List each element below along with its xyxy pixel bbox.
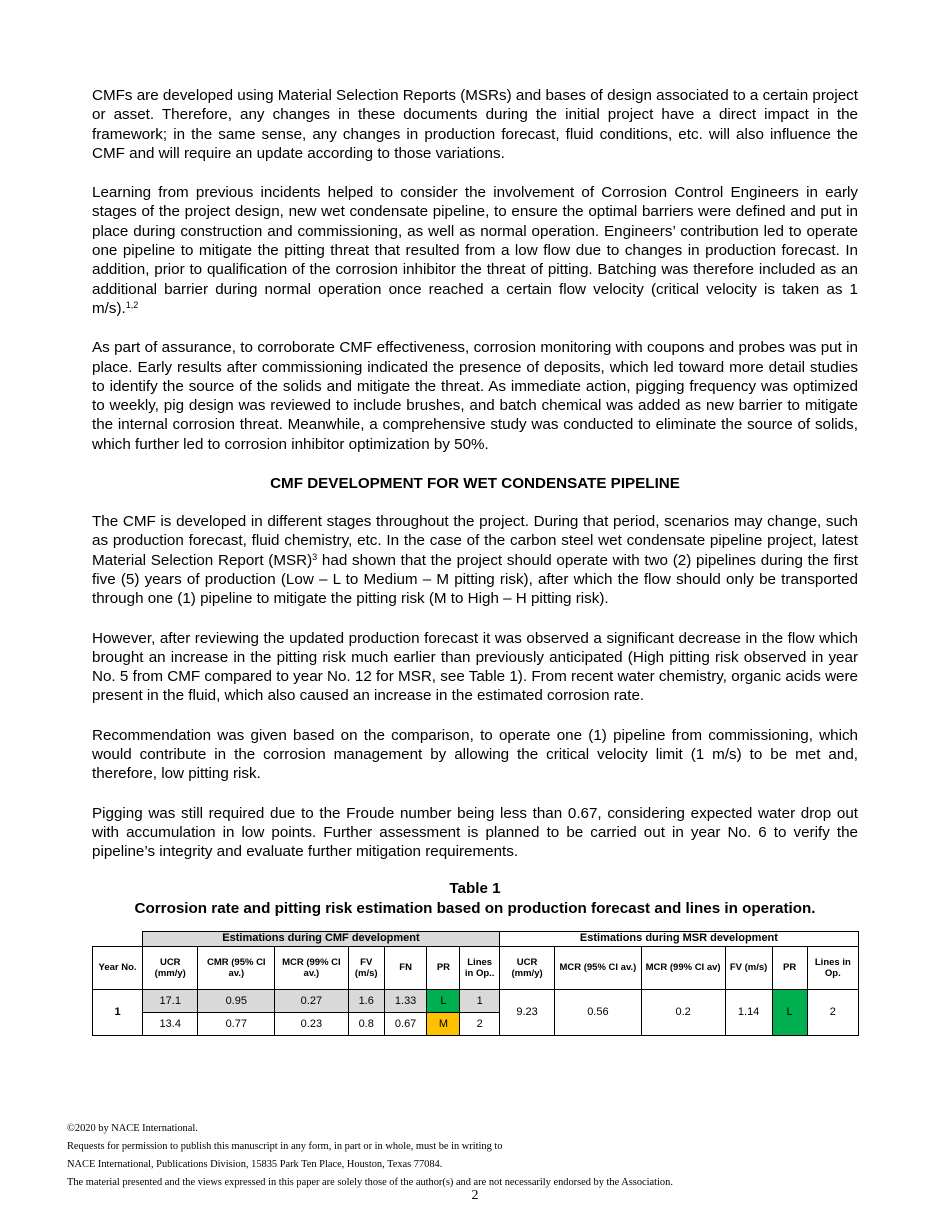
cell-cmf-cmr95: 0.95 bbox=[198, 989, 275, 1012]
header-year: Year No. bbox=[93, 946, 143, 989]
header-cmf-fn: FN bbox=[384, 946, 427, 989]
cell-msr-pr-low: L bbox=[772, 989, 807, 1035]
cell-cmf-fv: 1.6 bbox=[348, 989, 384, 1012]
cell-year: 1 bbox=[93, 989, 143, 1035]
cell-cmf-cmr95: 0.77 bbox=[198, 1012, 275, 1035]
paragraph-cmf-stages: The CMF is developed in different stages throughout the project. During that period, scenarios may change, such as production forecast, fluid chemistry, etc. In the case of the carbon steel wet condensate pipeline project, latest Material Selection Report (MSR)$^3$ had shown that the project should operate with two (2) pipelines during the first five (5) years of production (Low – L to Medium – M pitting risk), after which the flow should only be transported through one (1) pipeline to mitigate the pitting risk (M to High – H pitting risk). bbox=[92, 513, 859, 608]
table-group-header-row bbox=[93, 931, 859, 946]
footer-copyright: ©2020 by NACE International. bbox=[67, 1123, 198, 1134]
paragraph-forecast-review: However, after reviewing the updated production forecast it was observed a significant decrease in the flow which brought an increase in the pitting risk much earlier than previously anticipated (High pitting risk observed in year No. 5 from CMF compared to year No. 12 for MSR, see Table 1). From recent water chemistry, organic acids were present in the fluid, which also caused an increase in the estimated corrosion rate. bbox=[92, 629, 858, 705]
table-row bbox=[93, 989, 859, 1012]
table-column-header-row bbox=[93, 946, 859, 989]
page-number: 2 bbox=[471, 1188, 479, 1203]
paragraph-pigging: Pigging was still required due to the Froude number being less than 0.67, considering expected water drop out with accumulation in low points. Further assessment is planned to be carried out in year No. 6 to verify the pipeline’s integrity and evaluate further mitigation requirements. bbox=[92, 804, 858, 861]
header-msr-mcr95: MCR (95% CI av.) bbox=[555, 946, 641, 989]
group-header-cmf: Estimations during CMF development bbox=[143, 931, 500, 946]
citation-superscript: 3 bbox=[312, 551, 318, 562]
cell-msr-fv: 1.14 bbox=[725, 989, 772, 1035]
header-cmf-mcr99: MCR (99% CI av.) bbox=[275, 946, 348, 989]
cell-cmf-fn: 0.67 bbox=[384, 1012, 427, 1035]
cell-cmf-pr-low: L bbox=[427, 989, 460, 1012]
paragraph-cmf-msr: CMFs are developed using Material Selection Reports (MSRs) and bases of design associated to a certain project or asset. Therefore, any changes in these documents during the initial project have a direct impact in the framework; in the same sense, any changes in production forecast, fluid conditions, etc. will also influence the CMF and will require an update according to those variations. bbox=[92, 87, 858, 162]
header-cmf-ucr: UCR (mm/y) bbox=[143, 946, 198, 989]
header-msr-lines: Lines in Op. bbox=[807, 946, 858, 989]
cell-cmf-mcr99: 0.27 bbox=[275, 989, 348, 1012]
corrosion-risk-table bbox=[92, 931, 859, 1036]
document-body bbox=[92, 86, 858, 1036]
cell-msr-mcr95: 0.56 bbox=[555, 989, 641, 1035]
header-cmf-fv: FV (m/s) bbox=[348, 946, 384, 989]
table-caption: Corrosion rate and pitting risk estimation based on production forecast and lines in operation. bbox=[134, 899, 816, 917]
footer-disclaimer: The material presented and the views expressed in this paper are solely those of the author(s) and are not necessarily endorsed by the Association. bbox=[67, 1177, 673, 1188]
cell-msr-ucr: 9.23 bbox=[499, 989, 554, 1035]
header-msr-pr: PR bbox=[772, 946, 807, 989]
header-msr-ucr: UCR (mm/y) bbox=[499, 946, 554, 989]
group-header-msr: Estimations during MSR development bbox=[499, 931, 858, 946]
cell-cmf-mcr99: 0.23 bbox=[275, 1012, 348, 1035]
paragraph-learning: Learning from previous incidents helped to consider the involvement of Corrosion Control Engineers in early stages of the project design, new wet condensate pipeline, to ensure the optimal barriers were defined and put in place during construction and commissioning, as well as normal operation. Engineers’ contribution led to operate one pipeline to mitigate the pitting threat that resulted from a low flow due to changes in production forecast. In addition, prior to qualification of the corrosion inhibitor the threat of pitting. Batching was therefore included as an additional barrier during normal operation once reached a certain flow velocity (critical velocity is taken as 1 m/s).$^{1,2}$ bbox=[92, 184, 858, 317]
cell-cmf-ucr: 17.1 bbox=[143, 989, 198, 1012]
footer-address: NACE International, Publications Division, 15835 Park Ten Place, Houston, Texas 77084. bbox=[67, 1159, 443, 1170]
header-msr-fv: FV (m/s) bbox=[725, 946, 772, 989]
section-heading: CMF DEVELOPMENT FOR WET CONDENSATE PIPELINE bbox=[270, 475, 680, 493]
footer bbox=[67, 1120, 887, 1192]
table-title: Table 1 bbox=[449, 879, 501, 897]
cell-cmf-lines: 2 bbox=[460, 1012, 499, 1035]
paragraph-recommendation: Recommendation was given based on the comparison, to operate one (1) pipeline from commissioning, which would contribute in the corrosion management by allowing the critical velocity limit (1 m/s) to be met and, therefore, low pitting risk. bbox=[92, 726, 858, 783]
header-cmf-pr: PR bbox=[427, 946, 460, 989]
cell-msr-lines: 2 bbox=[807, 989, 858, 1035]
citation-superscript: 1,2 bbox=[125, 299, 139, 310]
footer-permission: Requests for permission to publish this manuscript in any form, in part or in whole, must be in writing to bbox=[67, 1141, 503, 1152]
header-cmf-cmr95: CMR (95% CI av.) bbox=[198, 946, 275, 989]
table-corner-cell bbox=[93, 931, 143, 946]
cell-cmf-fv: 0.8 bbox=[348, 1012, 384, 1035]
header-msr-mcr99: MCR (99% CI av) bbox=[641, 946, 725, 989]
paragraph-assurance: As part of assurance, to corroborate CMF effectiveness, corrosion monitoring with coupons and probes was put in place. Early results after commissioning indicated the presence of deposits, which led toward more detail studies to identify the source of the solids and mitigate the threat. As immediate action, pigging frequency was optimized to weekly, pig design was reviewed to include brushes, and batch chemical was added as new barrier to mitigate the internal corrosion threat. Meanwhile, a comprehensive study was conducted to eliminate the source of solids, which further led to corrosion inhibitor optimization by 50%. bbox=[92, 339, 858, 453]
cell-cmf-lines: 1 bbox=[460, 989, 499, 1012]
cell-cmf-pr-medium: M bbox=[427, 1012, 460, 1035]
cell-cmf-ucr: 13.4 bbox=[143, 1012, 198, 1035]
cell-msr-mcr99: 0.2 bbox=[641, 989, 725, 1035]
header-cmf-lines: Lines in Op.. bbox=[460, 946, 499, 989]
cell-cmf-fn: 1.33 bbox=[384, 989, 427, 1012]
